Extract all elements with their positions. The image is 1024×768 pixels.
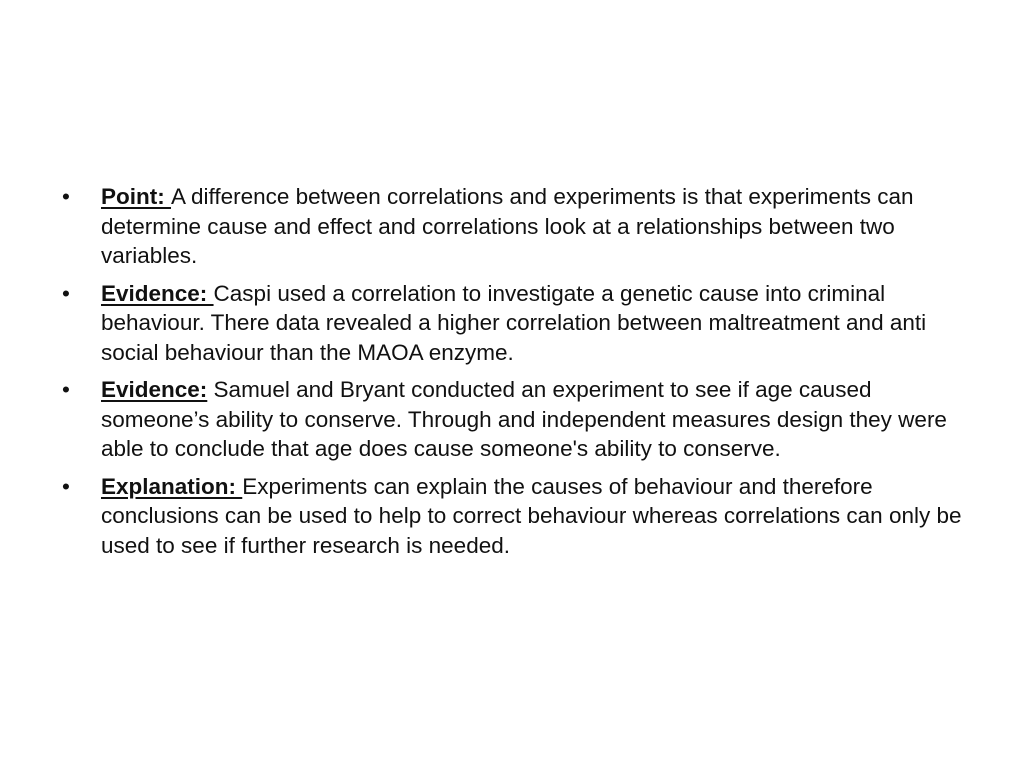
bullet-evidence-samuel-bryant <box>56 375 976 464</box>
bullet-marker: • <box>62 184 70 209</box>
bullet-text: Samuel and Bryant conducted an experiment to see if age caused someone’s ability to conserve. Through and independent measures design they were able to conclude that age does cause someone's ability to conserve. <box>101 377 947 461</box>
bullet-label-evidence: Evidence: <box>101 280 214 306</box>
bullet-list <box>56 182 976 560</box>
bullet-text: Caspi used a correlation to investigate a genetic cause into criminal behaviour. There data revealed a higher correlation between maltreatment and anti social behaviour than the MAOA enzyme. <box>101 280 927 365</box>
bullet-text: A difference between correlations and experiments is that experiments can determine cause and effect and correlations look at a relationships between two variables. <box>101 184 914 268</box>
bullet-text: Experiments can explain the causes of behaviour and therefore conclusions can be used to help to correct behaviour whereas correlations can only be used to see if further research is needed. <box>101 473 962 558</box>
bullet-evidence-caspi <box>56 279 976 368</box>
bullet-marker: • <box>62 473 70 499</box>
bullet-label-evidence: Evidence: <box>101 377 208 402</box>
bullet-point <box>56 182 976 271</box>
bullet-label-explanation: Explanation: <box>101 473 243 499</box>
bullet-label-point: Point: <box>101 184 171 209</box>
bullet-marker: • <box>62 377 70 402</box>
slide-body <box>56 182 976 568</box>
bullet-explanation <box>56 472 976 561</box>
bullet-marker: • <box>62 280 70 306</box>
